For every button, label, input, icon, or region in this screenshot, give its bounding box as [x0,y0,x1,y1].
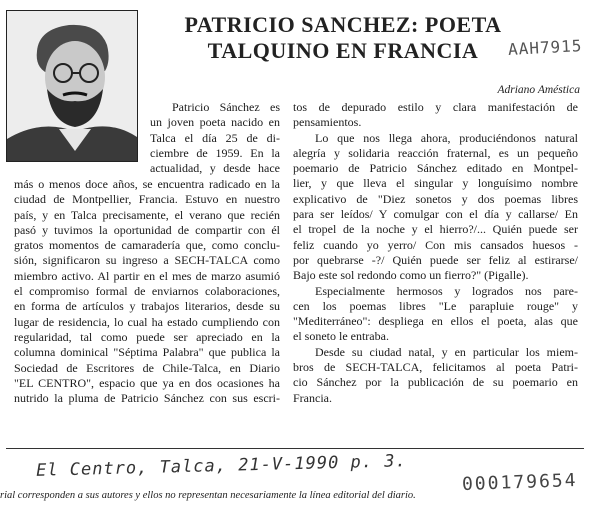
text-line: lugar de residencia, lo cual ha estado cumpliendo con [14,314,280,329]
text-line: el tropel de la noche y el hierro?/... Quién puede ser [293,222,578,237]
text-line: ciembre de 1959. En la [150,145,280,160]
text-line: regularidad, tal como puede ser apreciado en la [14,329,280,344]
text-line: Patricio Sánchez es [172,100,280,114]
text-line: cen los poemas libres "Le parapluie rouge" y [293,298,578,313]
text-line: ciudad de Montpellier, Francia. Estuvo en nuestro [14,192,280,207]
text-line: cio Sánchez por la publicación de su poemario en [293,375,578,390]
text-line: el soneto le entraba. [293,329,389,344]
text-line: Bajo este sol redondo como un fierro?" (Pigalle). [293,268,529,283]
text-line: explicativo de "Diez sonetos y dos poemas libres [293,191,578,206]
text-line: lier, y que lleva el singular y longuísimo nombre [293,176,578,191]
text-line: Talca el día 25 de di- [150,130,280,145]
article-title [168,12,518,64]
text-line: país, y en Talca precisamente, el verano que recién [14,207,280,222]
archive-stamp-bottom: 000179654 [461,469,578,496]
author-portrait-photo [6,10,138,162]
editorial-disclaimer: rial corresponden a sus autores y ellos no representan necesariamente la línea editorial del diario. [0,490,416,501]
text-line: Lo que nos llega ahora, produciéndonos natural [315,130,578,145]
text-line: "Mediterráneo": despliega en ellos el poeta, alas que [293,314,578,329]
text-line: tos de depurado estilo y clara manifestación de [293,100,578,114]
text-line: Especialmente hermosos y logrados nos pare- [315,283,578,298]
bottom-divider [6,448,584,449]
text-line: Sociedad de Escritores de Chile-Talca, en Diario [14,360,280,375]
title-line-1: PATRICIO SANCHEZ: POETA [184,12,502,37]
text-line: en forma de artículos y trabajos literarios, desde su [14,299,280,314]
archive-stamp-top: AAH7915 [507,36,583,59]
text-line: por quebrarse -?/ Quién puede ser feliz al estirarse/ [293,252,578,267]
text-line: nutrido la pluma de Patricio Sánchez con sus escri- [14,391,280,406]
text-line: sión, significaron su ingreso a SECH-TALCA como [14,253,280,268]
text-line: para ser leídos/ Y comulgar con el día y callarse/ En [293,207,578,222]
portrait-icon [7,11,137,161]
text-line: Francia. [293,390,332,405]
text-line: pasó y tuvimos la oportunidad de compartir con él [14,222,280,237]
text-line: feliz cuando yo yerro/ Con mis cansados huesos - [293,237,578,252]
text-line: gratos momentos de camaradería que, como conclu- [14,238,280,253]
author-byline: Adriano Améstica [497,84,580,96]
title-line-2: TALQUINO EN FRANCIA [207,38,479,63]
right-column [293,100,578,406]
text-line: poemario de Patricio Sánchez editado en Montpel- [293,161,578,176]
left-column-top [150,100,280,176]
left-column-body [14,177,280,406]
text-line: columna dominical "Séptima Palabra" que publica la [14,345,280,360]
handwritten-source-note: El Centro, Talca, 21-V-1990 p. 3. [35,451,407,481]
text-line: alegría y solidaria reacción fraternal, es un pequeño [293,145,578,160]
text-line: más o menos doce años, se encuentra radicado en la [14,177,280,191]
text-line: "EL CENTRO", espacio que ya en dos ocasiones ha [14,375,280,390]
text-line: el compromiso formal de enviarnos colaboraciones, [14,284,280,299]
text-line: pensamientos. [293,115,362,130]
text-line: miembro activo. Al partir en el mes de marzo asumió [14,268,280,283]
text-line: Desde su ciudad natal, y en particular los miem- [315,344,578,359]
text-line: un joven poeta nacido en [150,115,280,130]
text-line: actualidad, y desde hace [150,161,280,176]
text-line: bros de SECH-TALCA, felicitamos al poeta Patri- [293,360,578,375]
